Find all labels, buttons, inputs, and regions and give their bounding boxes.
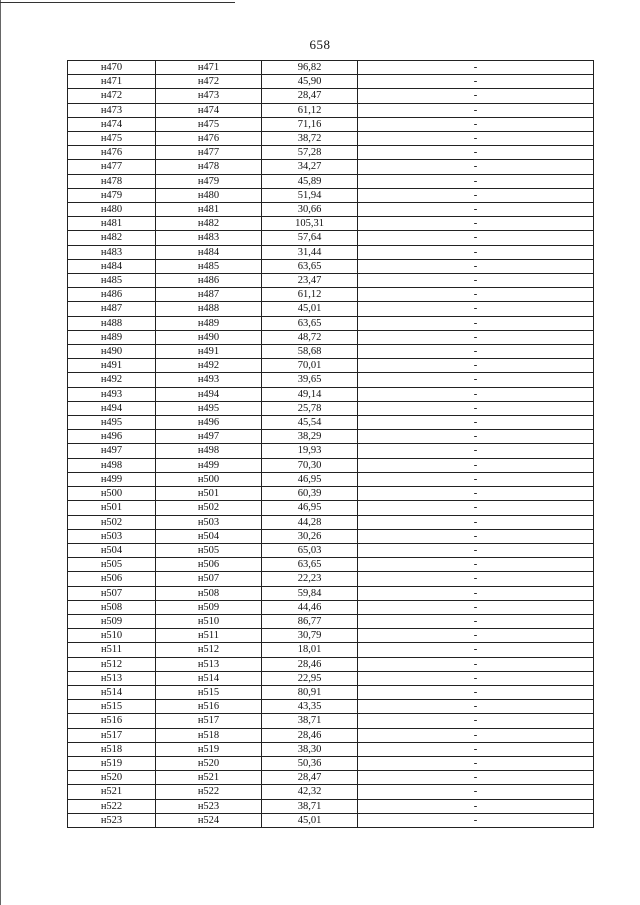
table-row <box>68 671 594 685</box>
from-point-cell: н507 <box>68 586 156 600</box>
from-point-cell: н501 <box>68 501 156 515</box>
to-point-cell: н514 <box>156 671 262 685</box>
length-cell: 30,79 <box>262 629 358 643</box>
length-cell: 42,32 <box>262 785 358 799</box>
from-point-cell: н497 <box>68 444 156 458</box>
length-cell: 23,47 <box>262 274 358 288</box>
to-point-cell: н507 <box>156 572 262 586</box>
length-cell: 45,01 <box>262 813 358 827</box>
from-point-cell: н495 <box>68 416 156 430</box>
from-point-cell: н486 <box>68 288 156 302</box>
note-cell: - <box>358 146 594 160</box>
note-cell: - <box>358 430 594 444</box>
from-point-cell: н522 <box>68 799 156 813</box>
length-cell: 44,46 <box>262 600 358 614</box>
to-point-cell: н504 <box>156 529 262 543</box>
length-cell: 38,30 <box>262 742 358 756</box>
table-row <box>68 529 594 543</box>
table-body <box>68 61 594 828</box>
from-point-cell: н516 <box>68 714 156 728</box>
to-point-cell: н523 <box>156 799 262 813</box>
from-point-cell: н503 <box>68 529 156 543</box>
header-rule <box>0 2 235 3</box>
note-cell: - <box>358 543 594 557</box>
length-cell: 63,65 <box>262 558 358 572</box>
note-cell: - <box>358 813 594 827</box>
from-point-cell: н498 <box>68 458 156 472</box>
note-cell: - <box>358 217 594 231</box>
to-point-cell: н490 <box>156 330 262 344</box>
table-row <box>68 245 594 259</box>
length-cell: 22,23 <box>262 572 358 586</box>
length-cell: 45,54 <box>262 416 358 430</box>
to-point-cell: н479 <box>156 174 262 188</box>
from-point-cell: н487 <box>68 302 156 316</box>
length-cell: 45,01 <box>262 302 358 316</box>
from-point-cell: н474 <box>68 117 156 131</box>
to-point-cell: н494 <box>156 387 262 401</box>
table-row <box>68 813 594 827</box>
table-row <box>68 203 594 217</box>
from-point-cell: н511 <box>68 643 156 657</box>
from-point-cell: н514 <box>68 685 156 699</box>
length-cell: 38,71 <box>262 799 358 813</box>
length-cell: 45,90 <box>262 75 358 89</box>
length-cell: 19,93 <box>262 444 358 458</box>
from-point-cell: н489 <box>68 330 156 344</box>
note-cell: - <box>358 174 594 188</box>
to-point-cell: н482 <box>156 217 262 231</box>
length-cell: 34,27 <box>262 160 358 174</box>
length-cell: 48,72 <box>262 330 358 344</box>
to-point-cell: н512 <box>156 643 262 657</box>
length-cell: 50,36 <box>262 756 358 770</box>
to-point-cell: н503 <box>156 515 262 529</box>
length-cell: 105,31 <box>262 217 358 231</box>
to-point-cell: н475 <box>156 117 262 131</box>
from-point-cell: н505 <box>68 558 156 572</box>
to-point-cell: н486 <box>156 274 262 288</box>
table-row <box>68 416 594 430</box>
table-row <box>68 373 594 387</box>
table-row <box>68 387 594 401</box>
table-row <box>68 558 594 572</box>
to-point-cell: н520 <box>156 756 262 770</box>
from-point-cell: н492 <box>68 373 156 387</box>
length-cell: 65,03 <box>262 543 358 557</box>
table-row <box>68 345 594 359</box>
length-cell: 38,72 <box>262 132 358 146</box>
to-point-cell: н515 <box>156 685 262 699</box>
length-cell: 28,47 <box>262 89 358 103</box>
to-point-cell: н499 <box>156 458 262 472</box>
from-point-cell: н520 <box>68 771 156 785</box>
table-row <box>68 359 594 373</box>
length-cell: 61,12 <box>262 288 358 302</box>
from-point-cell: н517 <box>68 728 156 742</box>
to-point-cell: н472 <box>156 75 262 89</box>
length-cell: 70,01 <box>262 359 358 373</box>
to-point-cell: н501 <box>156 487 262 501</box>
from-point-cell: н519 <box>68 756 156 770</box>
to-point-cell: н524 <box>156 813 262 827</box>
to-point-cell: н471 <box>156 61 262 75</box>
from-point-cell: н502 <box>68 515 156 529</box>
length-cell: 63,65 <box>262 316 358 330</box>
note-cell: - <box>358 387 594 401</box>
from-point-cell: н491 <box>68 359 156 373</box>
note-cell: - <box>358 629 594 643</box>
from-point-cell: н515 <box>68 700 156 714</box>
note-cell: - <box>358 61 594 75</box>
to-point-cell: н513 <box>156 657 262 671</box>
table-row <box>68 231 594 245</box>
table-row <box>68 444 594 458</box>
from-point-cell: н475 <box>68 132 156 146</box>
note-cell: - <box>358 714 594 728</box>
table-row <box>68 316 594 330</box>
table-row <box>68 643 594 657</box>
to-point-cell: н502 <box>156 501 262 515</box>
page-number: 658 <box>309 37 331 52</box>
note-cell: - <box>358 771 594 785</box>
note-cell: - <box>358 444 594 458</box>
from-point-cell: н521 <box>68 785 156 799</box>
length-cell: 38,71 <box>262 714 358 728</box>
length-cell: 57,28 <box>262 146 358 160</box>
note-cell: - <box>358 373 594 387</box>
from-point-cell: н477 <box>68 160 156 174</box>
table-row <box>68 785 594 799</box>
note-cell: - <box>358 558 594 572</box>
from-point-cell: н476 <box>68 146 156 160</box>
table-row <box>68 657 594 671</box>
to-point-cell: н487 <box>156 288 262 302</box>
to-point-cell: н505 <box>156 543 262 557</box>
from-point-cell: н484 <box>68 259 156 273</box>
table-row <box>68 75 594 89</box>
note-cell: - <box>358 288 594 302</box>
table-row <box>68 89 594 103</box>
from-point-cell: н470 <box>68 61 156 75</box>
length-cell: 22,95 <box>262 671 358 685</box>
table-row <box>68 629 594 643</box>
to-point-cell: н522 <box>156 785 262 799</box>
note-cell: - <box>358 671 594 685</box>
to-point-cell: н516 <box>156 700 262 714</box>
note-cell: - <box>358 259 594 273</box>
length-cell: 30,66 <box>262 203 358 217</box>
from-point-cell: н504 <box>68 543 156 557</box>
note-cell: - <box>358 188 594 202</box>
table-row <box>68 501 594 515</box>
to-point-cell: н510 <box>156 614 262 628</box>
table-row <box>68 274 594 288</box>
from-point-cell: н488 <box>68 316 156 330</box>
to-point-cell: н483 <box>156 231 262 245</box>
table-row <box>68 430 594 444</box>
note-cell: - <box>358 132 594 146</box>
to-point-cell: н521 <box>156 771 262 785</box>
note-cell: - <box>358 316 594 330</box>
note-cell: - <box>358 103 594 117</box>
to-point-cell: н509 <box>156 600 262 614</box>
length-cell: 86,77 <box>262 614 358 628</box>
note-cell: - <box>358 203 594 217</box>
note-cell: - <box>358 586 594 600</box>
table-row <box>68 515 594 529</box>
table-row <box>68 543 594 557</box>
to-point-cell: н478 <box>156 160 262 174</box>
length-cell: 63,65 <box>262 259 358 273</box>
note-cell: - <box>358 614 594 628</box>
to-point-cell: н492 <box>156 359 262 373</box>
to-point-cell: н508 <box>156 586 262 600</box>
from-point-cell: н509 <box>68 614 156 628</box>
length-cell: 30,26 <box>262 529 358 543</box>
table-row <box>68 288 594 302</box>
note-cell: - <box>358 231 594 245</box>
table-row <box>68 401 594 415</box>
from-point-cell: н485 <box>68 274 156 288</box>
table-row <box>68 188 594 202</box>
note-cell: - <box>358 160 594 174</box>
table-row <box>68 685 594 699</box>
from-point-cell: н500 <box>68 487 156 501</box>
table-row <box>68 117 594 131</box>
to-point-cell: н474 <box>156 103 262 117</box>
note-cell: - <box>358 75 594 89</box>
table-row <box>68 799 594 813</box>
to-point-cell: н517 <box>156 714 262 728</box>
length-cell: 28,47 <box>262 771 358 785</box>
length-cell: 57,64 <box>262 231 358 245</box>
note-cell: - <box>358 274 594 288</box>
from-point-cell: н494 <box>68 401 156 415</box>
to-point-cell: н485 <box>156 259 262 273</box>
table-row <box>68 586 594 600</box>
length-cell: 96,82 <box>262 61 358 75</box>
note-cell: - <box>358 742 594 756</box>
length-cell: 28,46 <box>262 728 358 742</box>
to-point-cell: н519 <box>156 742 262 756</box>
from-point-cell: н499 <box>68 472 156 486</box>
table-row <box>68 614 594 628</box>
note-cell: - <box>358 487 594 501</box>
to-point-cell: н488 <box>156 302 262 316</box>
length-cell: 59,84 <box>262 586 358 600</box>
length-cell: 49,14 <box>262 387 358 401</box>
from-point-cell: н480 <box>68 203 156 217</box>
from-point-cell: н512 <box>68 657 156 671</box>
note-cell: - <box>358 799 594 813</box>
to-point-cell: н477 <box>156 146 262 160</box>
note-cell: - <box>358 89 594 103</box>
from-point-cell: н471 <box>68 75 156 89</box>
note-cell: - <box>358 416 594 430</box>
from-point-cell: н473 <box>68 103 156 117</box>
table-row <box>68 259 594 273</box>
from-point-cell: н472 <box>68 89 156 103</box>
note-cell: - <box>358 359 594 373</box>
scan-edge <box>0 0 1 905</box>
note-cell: - <box>358 756 594 770</box>
note-cell: - <box>358 728 594 742</box>
from-point-cell: н508 <box>68 600 156 614</box>
length-cell: 18,01 <box>262 643 358 657</box>
note-cell: - <box>358 501 594 515</box>
to-point-cell: н481 <box>156 203 262 217</box>
length-cell: 31,44 <box>262 245 358 259</box>
table-row <box>68 714 594 728</box>
to-point-cell: н495 <box>156 401 262 415</box>
note-cell: - <box>358 657 594 671</box>
to-point-cell: н480 <box>156 188 262 202</box>
to-point-cell: н489 <box>156 316 262 330</box>
table-row <box>68 472 594 486</box>
note-cell: - <box>358 600 594 614</box>
note-cell: - <box>358 401 594 415</box>
from-point-cell: н490 <box>68 345 156 359</box>
length-cell: 43,35 <box>262 700 358 714</box>
to-point-cell: н511 <box>156 629 262 643</box>
from-point-cell: н518 <box>68 742 156 756</box>
from-point-cell: н513 <box>68 671 156 685</box>
note-cell: - <box>358 515 594 529</box>
from-point-cell: н506 <box>68 572 156 586</box>
table-row <box>68 330 594 344</box>
length-cell: 44,28 <box>262 515 358 529</box>
length-cell: 25,78 <box>262 401 358 415</box>
from-point-cell: н523 <box>68 813 156 827</box>
table-row <box>68 160 594 174</box>
from-point-cell: н496 <box>68 430 156 444</box>
table-row <box>68 174 594 188</box>
table-row <box>68 61 594 75</box>
note-cell: - <box>358 529 594 543</box>
from-point-cell: н478 <box>68 174 156 188</box>
to-point-cell: н476 <box>156 132 262 146</box>
length-cell: 70,30 <box>262 458 358 472</box>
table-row <box>68 103 594 117</box>
length-cell: 45,89 <box>262 174 358 188</box>
length-cell: 58,68 <box>262 345 358 359</box>
note-cell: - <box>358 330 594 344</box>
length-cell: 51,94 <box>262 188 358 202</box>
length-cell: 61,12 <box>262 103 358 117</box>
length-cell: 46,95 <box>262 501 358 515</box>
note-cell: - <box>358 643 594 657</box>
note-cell: - <box>358 302 594 316</box>
to-point-cell: н506 <box>156 558 262 572</box>
table-row <box>68 742 594 756</box>
to-point-cell: н491 <box>156 345 262 359</box>
table-row <box>68 728 594 742</box>
note-cell: - <box>358 245 594 259</box>
table-row <box>68 217 594 231</box>
from-point-cell: н510 <box>68 629 156 643</box>
length-cell: 80,91 <box>262 685 358 699</box>
to-point-cell: н500 <box>156 472 262 486</box>
from-point-cell: н481 <box>68 217 156 231</box>
to-point-cell: н484 <box>156 245 262 259</box>
table-row <box>68 771 594 785</box>
table-row <box>68 146 594 160</box>
table-row <box>68 458 594 472</box>
length-cell: 60,39 <box>262 487 358 501</box>
table-row <box>68 600 594 614</box>
to-point-cell: н518 <box>156 728 262 742</box>
length-cell: 38,29 <box>262 430 358 444</box>
from-point-cell: н493 <box>68 387 156 401</box>
note-cell: - <box>358 458 594 472</box>
length-cell: 46,95 <box>262 472 358 486</box>
from-point-cell: н483 <box>68 245 156 259</box>
length-cell: 71,16 <box>262 117 358 131</box>
note-cell: - <box>358 117 594 131</box>
length-cell: 39,65 <box>262 373 358 387</box>
note-cell: - <box>358 572 594 586</box>
note-cell: - <box>358 700 594 714</box>
note-cell: - <box>358 785 594 799</box>
note-cell: - <box>358 685 594 699</box>
to-point-cell: н473 <box>156 89 262 103</box>
table-row <box>68 700 594 714</box>
coordinates-table <box>67 60 594 828</box>
table-row <box>68 572 594 586</box>
length-cell: 28,46 <box>262 657 358 671</box>
from-point-cell: н479 <box>68 188 156 202</box>
to-point-cell: н498 <box>156 444 262 458</box>
to-point-cell: н496 <box>156 416 262 430</box>
table-row <box>68 487 594 501</box>
table-row <box>68 302 594 316</box>
to-point-cell: н493 <box>156 373 262 387</box>
from-point-cell: н482 <box>68 231 156 245</box>
note-cell: - <box>358 472 594 486</box>
table-row <box>68 132 594 146</box>
to-point-cell: н497 <box>156 430 262 444</box>
note-cell: - <box>358 345 594 359</box>
table-row <box>68 756 594 770</box>
